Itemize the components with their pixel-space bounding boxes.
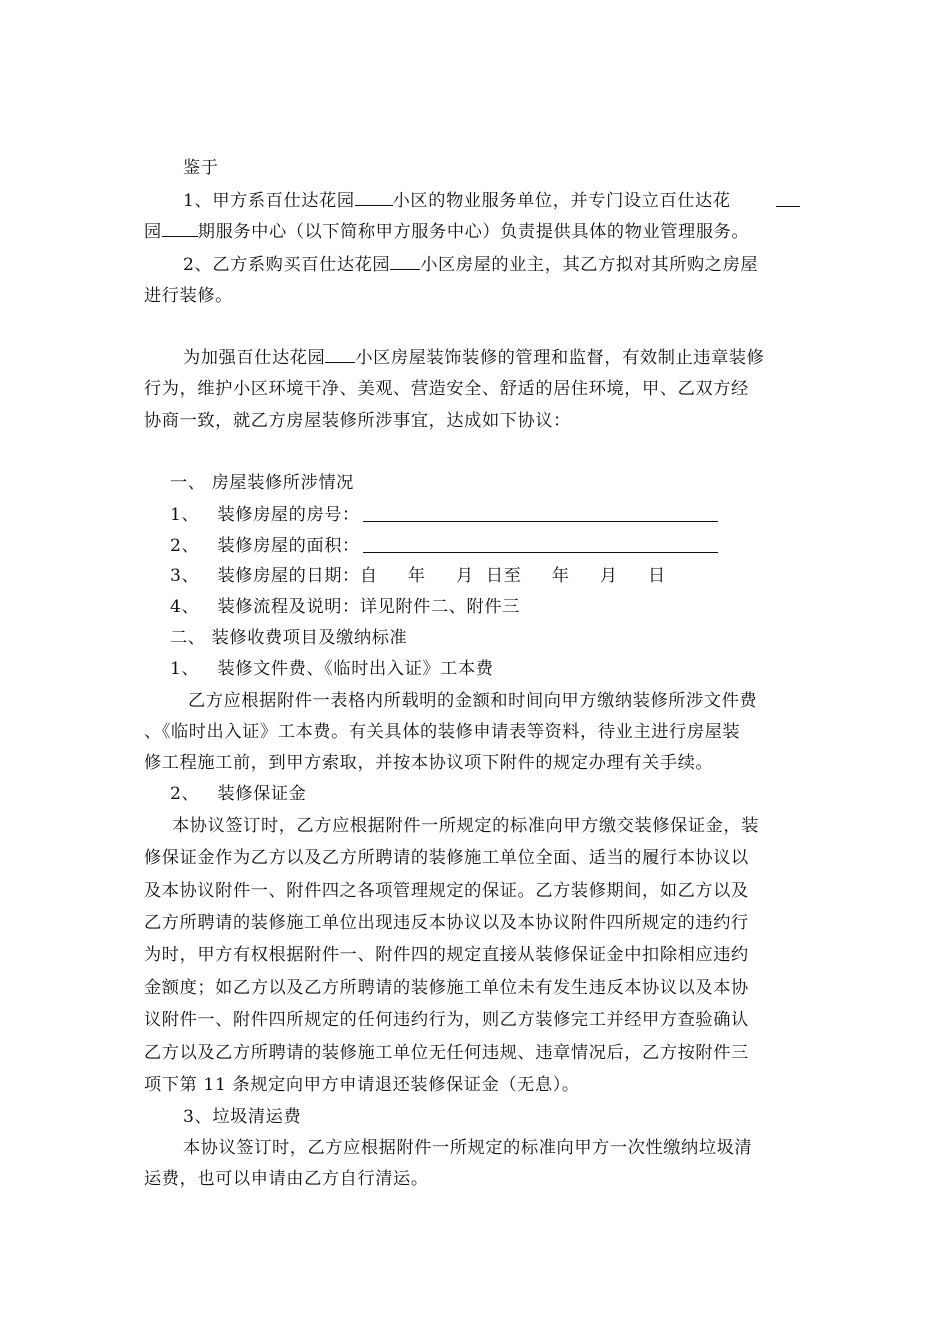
sub-1-paragraph-line: 修工程施工前，到甲方索取，并按本协议项下附件的规定办理有关手续。 [144,753,714,773]
sub-2-paragraph-line: 乙方所聘请的装修施工单位出现违反本协议以及本协议附件四所规定的违约行 [144,913,749,933]
intro-paragraph-1-line-1: 1、甲方系百仕达花园 小区的物业服务单位，并专门设立百仕达花 [183,191,731,211]
preamble-line-1: 为加强百仕达花园 小区房屋装饰装修的管理和监督，有效制止违章装修 [183,348,765,368]
preamble-line-3: 协商一致，就乙方房屋装修所涉事宜，达成如下协议： [144,411,571,431]
intro-paragraph-2-line-1: 2、乙方系购买百仕达花园 小区房屋的业主，其乙方拟对其所购之房屋 [183,255,759,275]
section-2-sub-1: 1、 装修文件费、《临时出入证》工本费 [170,659,494,679]
sub-1-paragraph-line: 、《临时出入证》工本费。有关具体的装修申请表等资料，待业主进行房屋装 [144,722,741,742]
section-1-item-1: 1、 装修房屋的房号： [170,505,360,525]
sub-2-paragraph-line: 为时，甲方有权根据附件一、附件四的规定直接从装修保证金中扣除相应违约 [144,945,749,965]
section-1-title: 一、 房屋装修所涉情况 [170,473,354,493]
room-area-blank [363,551,718,553]
room-number-blank [363,520,718,522]
sub-2-paragraph-line: 及本协议附件一、附件四之各项管理规定的保证。乙方装修期间，如乙方以及 [144,881,749,901]
section-1-item-2: 2、 装修房屋的面积： [170,536,360,556]
sub-2-paragraph-line: 修保证金作为乙方以及乙方所聘请的装修施工单位全面、适当的履行本协议以 [144,848,749,868]
sub-2-paragraph-line: 本协议签订时，乙方应根据附件一所规定的标准向甲方缴交装修保证金，装 [172,816,759,836]
section-1-item-3: 3、 装修房屋的日期：自 年 月 日至 年 月 日 [170,566,666,586]
section-1-item-4: 4、 装修流程及说明：详见附件二、附件三 [170,597,520,617]
sub-2-paragraph-line: 议附件一、附件四所规定的任何违约行为，则乙方装修完工并经甲方查验确认 [144,1010,749,1030]
sub-1-paragraph-line: 乙方应根据附件一表格内所载明的金额和时间向甲方缴纳装修所涉文件费 [188,691,758,711]
preamble-line-2: 行为，维护小区环境干净、美观、营造安全、舒适的居住环境，甲、乙双方经 [144,379,749,399]
intro-paragraph-2-line-2: 进行装修。 [144,286,233,306]
intro-paragraph-1-line-2: 园 期服务中心（以下简称甲方服务中心）负责提供具体的物业管理服务。 [144,222,750,242]
section-2-sub-2: 2、 装修保证金 [170,784,307,804]
intro-heading: 鉴于 [183,158,219,178]
sub-3-paragraph-line: 本协议签订时，乙方应根据附件一所规定的标准向甲方一次性缴纳垃圾清 [183,1138,753,1158]
section-2-title: 二、 装修收费项目及缴纳标准 [170,628,408,648]
sub-2-paragraph-line: 项下第 11 条规定向甲方申请退还装修保证金（无息）。 [144,1075,580,1095]
sub-2-paragraph-line: 金额度；如乙方以及乙方所聘请的装修施工单位未有发生违反本协议以及本协 [144,978,749,998]
sub-2-paragraph-line: 乙方以及乙方所聘请的装修施工单位无任何违规、违章情况后，乙方按附件三 [144,1043,749,1063]
section-2-sub-3: 3、垃圾清运费 [183,1107,302,1127]
sub-3-paragraph-line: 运费，也可以申请由乙方自行清运。 [144,1169,429,1189]
blank-line [776,205,800,207]
